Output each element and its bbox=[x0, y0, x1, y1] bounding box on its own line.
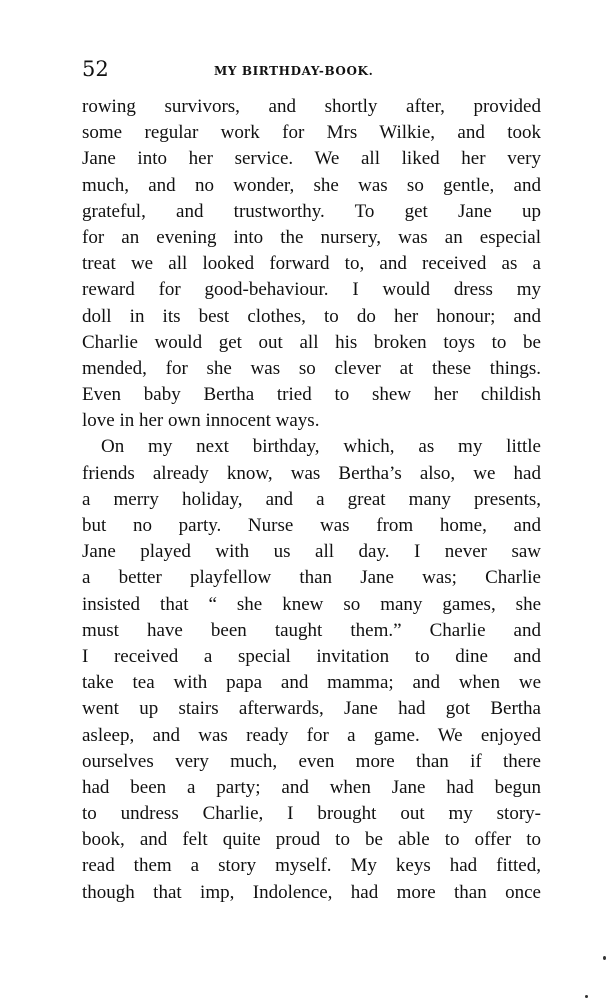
text-line: Charlie would get out all his broken toys to be bbox=[82, 331, 541, 353]
paragraph-start-line: On my next birthday, which, as my little bbox=[101, 436, 541, 458]
text-line: rowing survivors, and shortly after, provided bbox=[82, 96, 541, 117]
text-line: much, and no wonder, she was so gentle, and bbox=[82, 174, 541, 196]
paragraph-end-line: love in her own innocent ways. bbox=[82, 410, 320, 432]
text-line: take tea with papa and mamma; and when we bbox=[82, 672, 541, 694]
text-line: went up stairs afterwards, Jane had got Bertha bbox=[82, 698, 541, 720]
text-line: reward for good-behaviour. I would dress my bbox=[82, 279, 541, 301]
paper-speck bbox=[585, 995, 588, 998]
text-line: had been a party; and when Jane had begun bbox=[82, 776, 541, 798]
text-line: a better playfellow than Jane was; Charlie bbox=[82, 567, 541, 589]
text-line: mended, for she was so clever at these things. bbox=[82, 357, 541, 379]
running-title: MY BIRTHDAY-BOOK. bbox=[214, 64, 374, 78]
text-line: to undress Charlie, I brought out my story- bbox=[82, 803, 541, 825]
text-line: ourselves very much, even more than if there bbox=[82, 750, 541, 772]
text-line: book, and felt quite proud to be able to offer to bbox=[82, 829, 541, 851]
text-line: asleep, and was ready for a game. We enjoyed bbox=[82, 724, 541, 746]
text-line: I received a special invitation to dine and bbox=[82, 645, 541, 667]
page-number: 52 bbox=[82, 57, 109, 81]
text-line: Jane into her service. We all liked her very bbox=[82, 148, 541, 170]
text-line: but no party. Nurse was from home, and bbox=[82, 515, 541, 536]
body-text bbox=[82, 94, 541, 906]
page-header bbox=[82, 57, 542, 83]
text-line: grateful, and trustworthy. To get Jane up bbox=[82, 200, 541, 222]
text-line: Jane played with us all day. I never saw bbox=[82, 541, 541, 563]
text-line: a merry holiday, and a great many presents, bbox=[82, 488, 541, 510]
text-line: Even baby Bertha tried to shew her childish bbox=[82, 384, 541, 406]
paper-speck bbox=[603, 956, 606, 960]
text-line: though that imp, Indolence, had more than once bbox=[82, 881, 541, 903]
text-line: doll in its best clothes, to do her honour; and bbox=[82, 305, 541, 327]
text-line: friends already know, was Bertha’s also, we had bbox=[82, 462, 541, 484]
text-line: treat we all looked forward to, and received as a bbox=[82, 253, 541, 275]
text-line: must have been taught them.” Charlie and bbox=[82, 619, 541, 641]
text-line: read them a story myself. My keys had fitted, bbox=[82, 855, 541, 877]
text-line: some regular work for Mrs Wilkie, and took bbox=[82, 122, 541, 144]
text-line: for an evening into the nursery, was an especial bbox=[82, 226, 541, 248]
text-line: insisted that “ she knew so many games, she bbox=[82, 593, 541, 615]
